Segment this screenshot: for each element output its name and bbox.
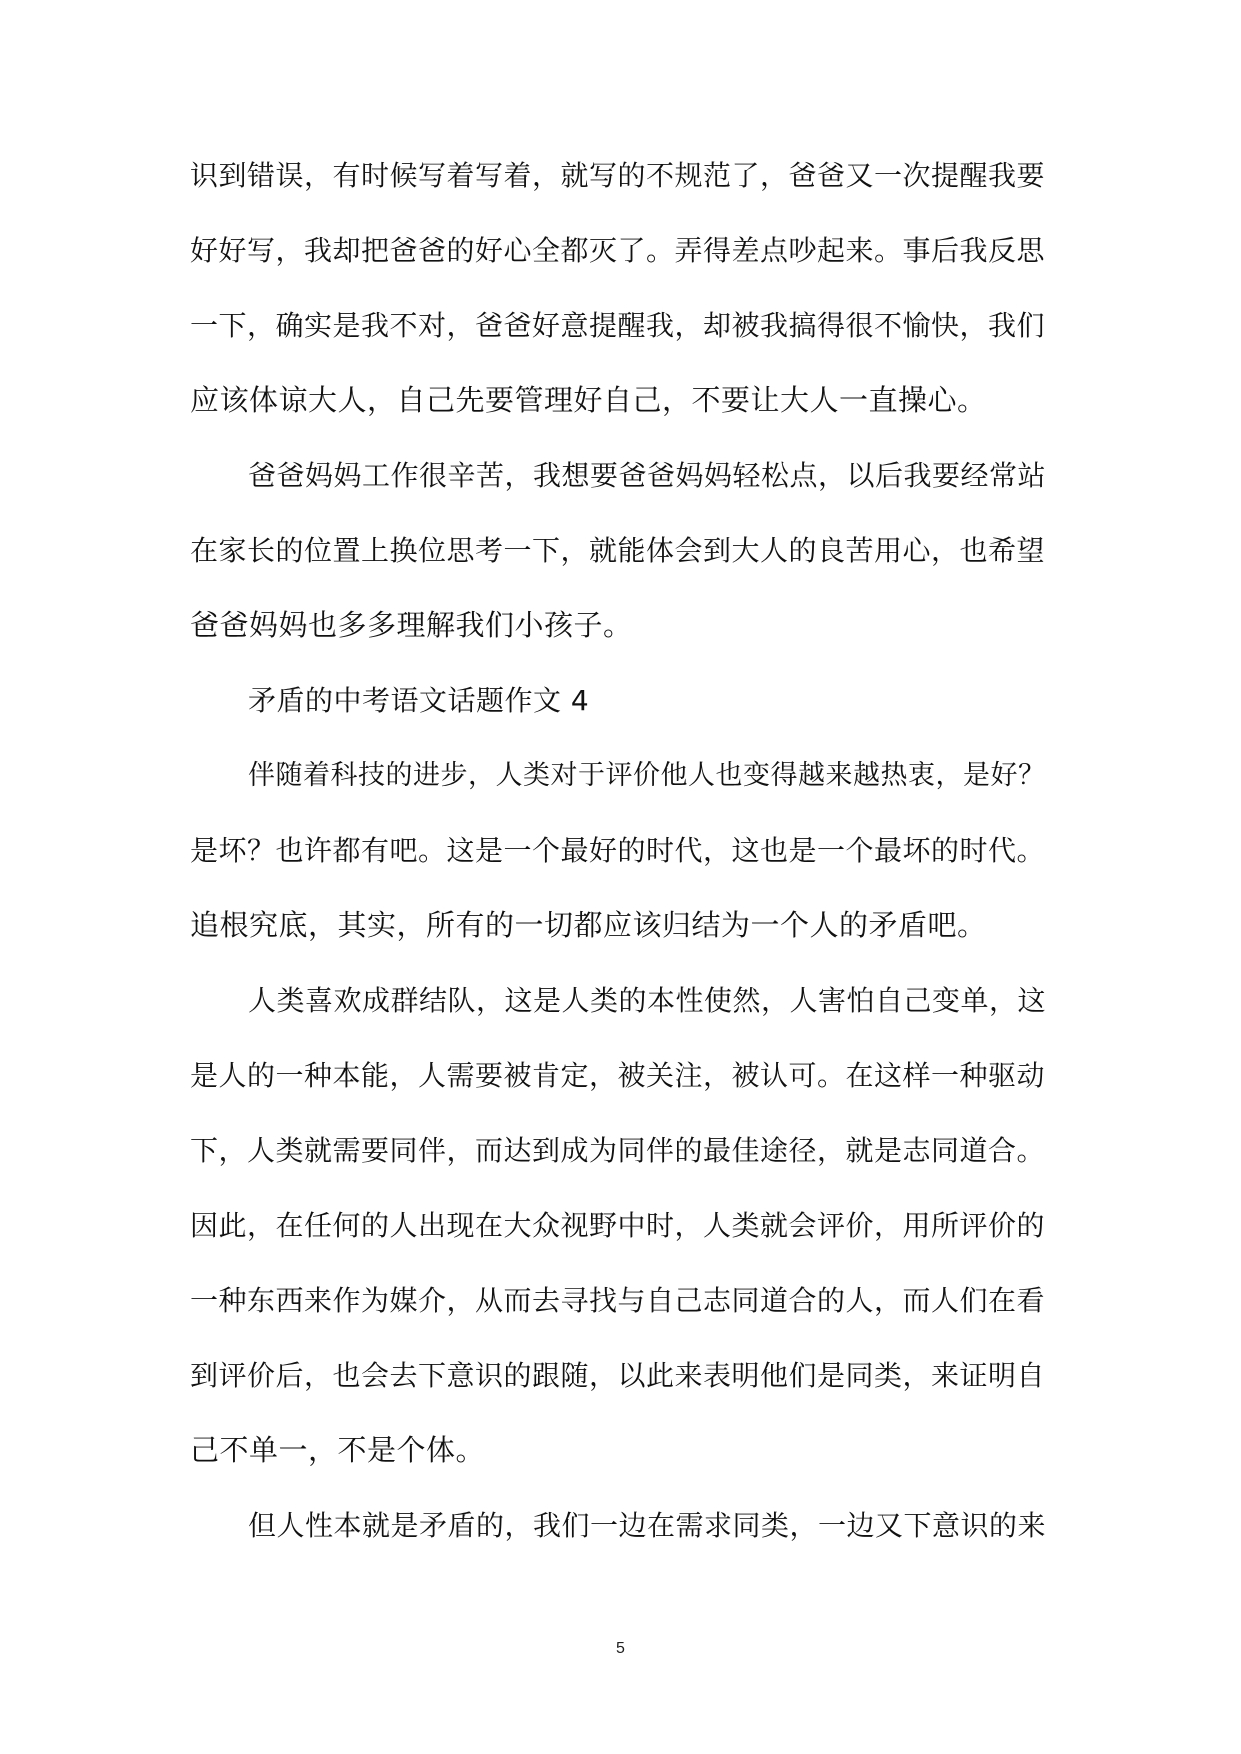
text-line: 应该体谅大人，自己先要管理好自己，不要让大人一直操心。 — [190, 383, 987, 417]
text-line: 因此，在任何的人出现在大众视野中时，人类就会评价，用所评价的 — [190, 1209, 1046, 1242]
text-line: 到评价后，也会去下意识的跟随，以此来表明他们是同类，来证明自 — [190, 1359, 1046, 1392]
text-line: 是人的一种本能，人需要被肯定，被关注，被认可。在这样一种驱动 — [190, 1059, 1046, 1092]
section-heading: 矛盾的中考语文话题作文 4 — [248, 684, 590, 717]
text-line: 下，人类就需要同伴，而达到成为同伴的最佳途径，就是志同道合。 — [190, 1134, 1046, 1167]
paragraph-start-line: 伴随着科技的进步，人类对于评价他人也变得越来越热衷，是好？ — [248, 760, 1046, 791]
page-number: 5 — [616, 1640, 625, 1657]
text-line: 识到错误，有时候写着写着，就写的不规范了，爸爸又一次提醒我要 — [190, 159, 1046, 192]
text-line: 一种东西来作为媒介，从而去寻找与自己志同道合的人，而人们在看 — [190, 1284, 1046, 1317]
paragraph-start-line: 爸爸妈妈工作很辛苦，我想要爸爸妈妈轻松点，以后我要经常站 — [248, 459, 1047, 492]
text-line: 追根究底，其实，所有的一切都应该归结为一个人的矛盾吧。 — [190, 908, 987, 942]
text-line: 己不单一，不是个体。 — [190, 1433, 486, 1467]
paragraph-start-line: 但人性本就是矛盾的，我们一边在需求同类，一边又下意识的来 — [248, 1509, 1047, 1542]
text-line: 爸爸妈妈也多多理解我们小孩子。 — [190, 608, 633, 642]
text-line: 是坏？也许都有吧。这是一个最好的时代，这也是一个最坏的时代。 — [190, 834, 1046, 867]
text-line: 好好写，我却把爸爸的好心全都灭了。弄得差点吵起来。事后我反思 — [190, 234, 1046, 267]
paragraph-start-line: 人类喜欢成群结队，这是人类的本性使然，人害怕自己变单，这 — [248, 984, 1047, 1017]
text-line: 一下，确实是我不对，爸爸好意提醒我，却被我搞得很不愉快，我们 — [190, 309, 1046, 342]
body-text — [190, 138, 1058, 1563]
text-line: 在家长的位置上换位思考一下，就能体会到大人的良苦用心，也希望 — [190, 534, 1046, 567]
